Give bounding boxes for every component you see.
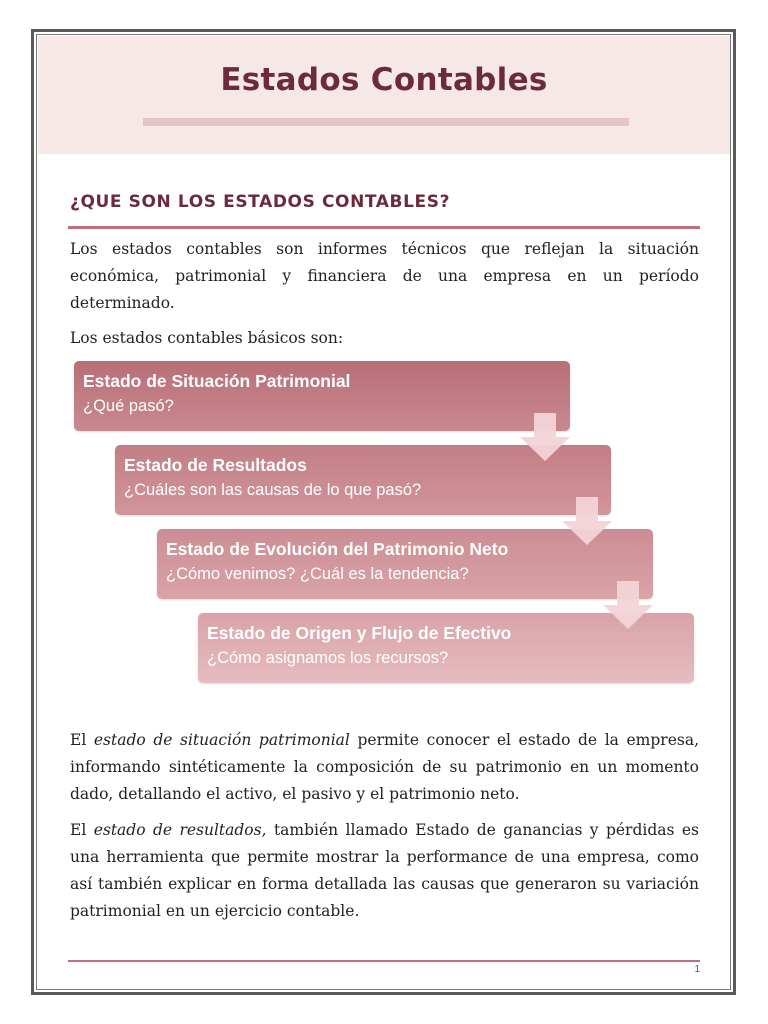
flow-step-question: ¿Cómo venimos? ¿Cuál es la tendencia? bbox=[166, 565, 469, 583]
paragraph-situacion-patrimonial bbox=[70, 727, 699, 808]
text-lead: El bbox=[70, 821, 94, 839]
text-lead: El bbox=[70, 731, 94, 749]
section-divider bbox=[68, 226, 700, 229]
flow-step-title: Estado de Situación Patrimonial bbox=[83, 371, 351, 391]
section-heading: ¿QUE SON LOS ESTADOS CONTABLES? bbox=[70, 192, 451, 212]
title-underline bbox=[143, 118, 629, 126]
flow-step-question: ¿Qué pasó? bbox=[83, 397, 174, 415]
intro-paragraph: Los estados contables son informes técnicos que reflejan la situación económica, patrimonial y financiera de una empresa en un período determinado. bbox=[70, 240, 699, 312]
text-body: permite conocer el estado de la empresa, informando sintéticamente la composición de su patrimonio en un momento dado, detallando el activo, el pasivo y el patrimonio neto. bbox=[70, 731, 699, 803]
down-arrow-icon bbox=[520, 413, 570, 461]
flow-step-question: ¿Cuáles son las causas de lo que pasó? bbox=[124, 481, 422, 499]
paragraph-resultados bbox=[70, 817, 699, 925]
flow-step-question: ¿Cómo asignamos los recursos? bbox=[207, 649, 449, 667]
text-body: , también llamado Estado de ganancias y pérdidas es una herramienta que permite mostrar la performance de una empresa, como así también explicar en forma detallada las causas que generaron su variación patrimonial en un ejercicio contable. bbox=[70, 821, 699, 920]
flow-step-title: Estado de Resultados bbox=[124, 455, 307, 475]
flow-step-situacion-patrimonial bbox=[74, 361, 570, 431]
page-number: 1 bbox=[694, 964, 700, 975]
basic-statements-label: Los estados contables básicos son: bbox=[70, 329, 344, 347]
footer-divider bbox=[68, 960, 700, 962]
down-arrow-icon bbox=[562, 497, 612, 545]
page-title: Estados Contables bbox=[220, 62, 548, 98]
emphasized-term: estado de resultados bbox=[93, 821, 262, 839]
flow-step-title: Estado de Origen y Flujo de Efectivo bbox=[207, 623, 512, 643]
down-arrow-icon bbox=[603, 581, 653, 629]
emphasized-term: estado de situación patrimonial bbox=[93, 731, 350, 749]
flow-step-title: Estado de Evolución del Patrimonio Neto bbox=[166, 539, 509, 559]
